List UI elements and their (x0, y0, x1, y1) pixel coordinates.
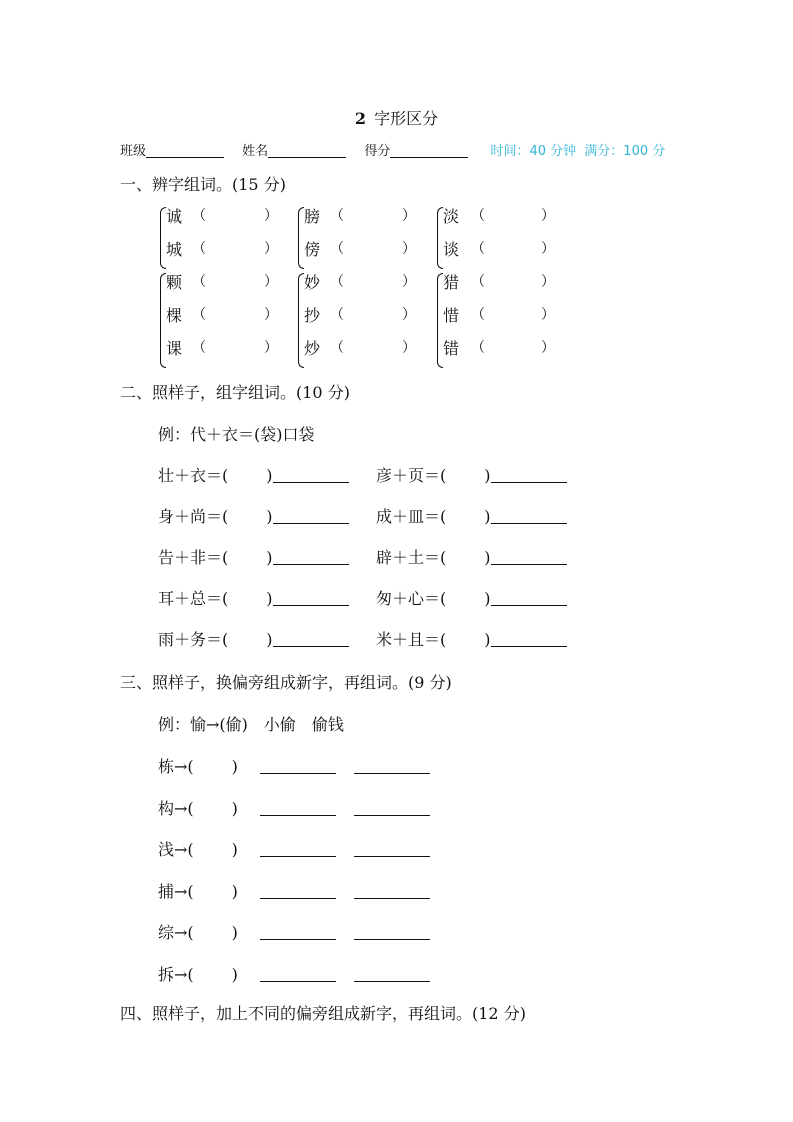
answer-paren-close: ） (264, 274, 278, 290)
paren-close: ) (266, 589, 273, 608)
answer-word-line-2[interactable] (354, 965, 430, 982)
answer-paren-open[interactable]: （ (192, 274, 206, 290)
answer-paren-close: ） (541, 241, 555, 257)
answer-word-line-1[interactable] (260, 799, 336, 816)
answer-word-line[interactable] (491, 589, 567, 606)
group-char: 抄 (304, 306, 321, 325)
answer-paren-open[interactable]: （ (471, 340, 485, 356)
answer-word-line-2[interactable] (354, 840, 430, 857)
paren-close: ) (484, 548, 491, 567)
answer-word-line[interactable] (273, 589, 349, 606)
answer-paren-close: ） (402, 208, 416, 224)
answer-word-line[interactable] (273, 630, 349, 647)
answer-word-line[interactable] (273, 466, 349, 483)
answer-paren-open[interactable]: （ (471, 208, 485, 224)
answer-paren-open[interactable]: （ (330, 241, 344, 257)
answer-paren-open[interactable]: （ (330, 307, 344, 323)
compose-item (376, 545, 567, 568)
answer-paren-close: ） (541, 274, 555, 290)
answer-word-line[interactable] (273, 507, 349, 524)
answer-paren-open[interactable]: （ (330, 340, 344, 356)
answer-word-line-2[interactable] (354, 757, 430, 774)
answer-paren-open[interactable]: （ (471, 307, 485, 323)
answer-paren-close: ） (402, 307, 416, 323)
group-char: 炒 (304, 339, 321, 358)
compose-item (158, 586, 349, 609)
answer-word-line-1[interactable] (260, 923, 336, 940)
radical-source: 综→( (158, 923, 194, 942)
answer-paren-close: ） (402, 241, 416, 257)
score-label: 得分 (364, 144, 391, 159)
compose-item (158, 504, 349, 527)
compose-expression: 辟＋土＝( (376, 548, 447, 567)
compose-item (376, 504, 567, 527)
group-char: 猎 (443, 273, 460, 292)
answer-paren-open[interactable]: （ (330, 274, 344, 290)
group-char: 颗 (166, 273, 183, 292)
answer-word-line-1[interactable] (260, 840, 336, 857)
answer-word-line-1[interactable] (260, 965, 336, 982)
compose-item (376, 627, 567, 650)
group-char: 傍 (304, 240, 321, 259)
group-char: 诚 (166, 207, 183, 226)
compose-expression: 米＋且＝( (376, 630, 447, 649)
answer-word-line-2[interactable] (354, 799, 430, 816)
lesson-number: 2 (354, 109, 367, 128)
class-field[interactable] (146, 143, 224, 158)
answer-paren-close: ） (264, 208, 278, 224)
name-field[interactable] (268, 143, 346, 158)
group-char: 棵 (166, 306, 183, 325)
answer-paren-close: ） (541, 307, 555, 323)
paren-close: ) (231, 923, 238, 942)
paren-close: ) (484, 466, 491, 485)
paren-close: ) (484, 507, 491, 526)
group-char: 错 (443, 339, 460, 358)
answer-paren-close: ） (402, 274, 416, 290)
compose-item (158, 627, 349, 650)
compose-item (376, 463, 567, 486)
answer-paren-open[interactable]: （ (192, 208, 206, 224)
answer-paren-open[interactable]: （ (192, 241, 206, 257)
compose-expression: 雨＋务＝( (158, 630, 229, 649)
answer-word-line[interactable] (491, 466, 567, 483)
radical-item (158, 754, 430, 777)
radical-item (158, 920, 430, 943)
paren-close: ) (231, 964, 238, 984)
group-char: 膀 (304, 207, 321, 226)
answer-word-line[interactable] (491, 548, 567, 565)
paren-close: ) (231, 757, 238, 776)
answer-word-line-1[interactable] (260, 882, 336, 899)
name-label: 姓名 (242, 144, 269, 159)
radical-source: 浅→( (158, 840, 194, 859)
radical-source: 栋→( (158, 757, 194, 776)
paren-close: ) (266, 548, 273, 567)
group-char: 谈 (443, 240, 460, 259)
paren-close: ) (266, 630, 273, 649)
compose-item (158, 463, 349, 486)
section-2-example: 例：代＋衣＝(袋)口袋 (158, 425, 315, 444)
group-char: 课 (166, 339, 183, 358)
answer-word-line-1[interactable] (260, 757, 336, 774)
radical-source: 构→( (158, 798, 194, 818)
compose-item (158, 545, 349, 568)
paren-close: ) (231, 881, 238, 901)
radical-item (158, 879, 430, 902)
compose-expression: 告＋非＝( (158, 548, 229, 567)
group-char: 惜 (443, 306, 460, 325)
radical-item (158, 796, 430, 819)
answer-word-line[interactable] (491, 630, 567, 647)
answer-paren-open[interactable]: （ (192, 340, 206, 356)
lesson-title: 字形区分 (374, 109, 439, 128)
answer-word-line[interactable] (491, 507, 567, 524)
answer-paren-close: ） (541, 208, 555, 224)
group-char: 城 (166, 240, 183, 259)
paren-close: ) (231, 798, 238, 818)
section-1-title: 一、辨字组词。(15 分) (120, 175, 286, 194)
answer-paren-close: ） (264, 340, 278, 356)
time-label: 时间：40 分钟 (490, 144, 577, 159)
answer-paren-open[interactable]: （ (471, 274, 485, 290)
section-2-title: 二、照样子，组字组词。(10 分) (120, 383, 350, 402)
answer-word-line-2[interactable] (354, 882, 430, 899)
group-char: 妙 (304, 273, 321, 292)
compose-expression: 身＋尚＝( (158, 507, 229, 526)
answer-word-line-2[interactable] (354, 923, 430, 940)
compose-item (376, 586, 567, 609)
answer-paren-close: ） (264, 307, 278, 323)
group-char: 淡 (443, 207, 460, 226)
compose-expression: 耳＋总＝( (158, 589, 229, 608)
radical-source: 捕→( (158, 881, 194, 901)
section-4-title: 四、照样子，加上不同的偏旁组成新字，再组词。(12 分) (120, 1004, 526, 1023)
paren-close: ) (231, 840, 238, 859)
class-label: 班级 (120, 144, 147, 159)
score-field[interactable] (390, 143, 468, 158)
answer-paren-open[interactable]: （ (471, 241, 485, 257)
worksheet-title (0, 106, 793, 129)
full-score-label: 满分：100 分 (584, 144, 666, 159)
answer-paren-close: ） (264, 241, 278, 257)
answer-paren-open[interactable]: （ (330, 208, 344, 224)
compose-expression: 匆＋心＝( (376, 589, 447, 608)
paren-close: ) (484, 630, 491, 649)
section-3-title: 三、照样子，换偏旁组成新字，再组词。(9 分) (120, 673, 452, 692)
radical-item (158, 837, 430, 860)
compose-expression: 成＋皿＝( (376, 507, 447, 526)
answer-paren-close: ） (402, 340, 416, 356)
radical-source: 拆→( (158, 964, 194, 984)
compose-expression: 壮＋衣＝( (158, 466, 229, 485)
info-line (120, 140, 665, 159)
compose-expression: 彦＋页＝( (376, 466, 447, 485)
answer-paren-open[interactable]: （ (192, 307, 206, 323)
paren-close: ) (266, 507, 273, 526)
paren-close: ) (484, 589, 491, 608)
answer-paren-close: ） (541, 340, 555, 356)
answer-word-line[interactable] (273, 548, 349, 565)
section-3-example: 例：愉→(偷) 小偷 偷钱 (158, 715, 344, 734)
radical-item (158, 962, 430, 985)
paren-close: ) (266, 466, 273, 485)
